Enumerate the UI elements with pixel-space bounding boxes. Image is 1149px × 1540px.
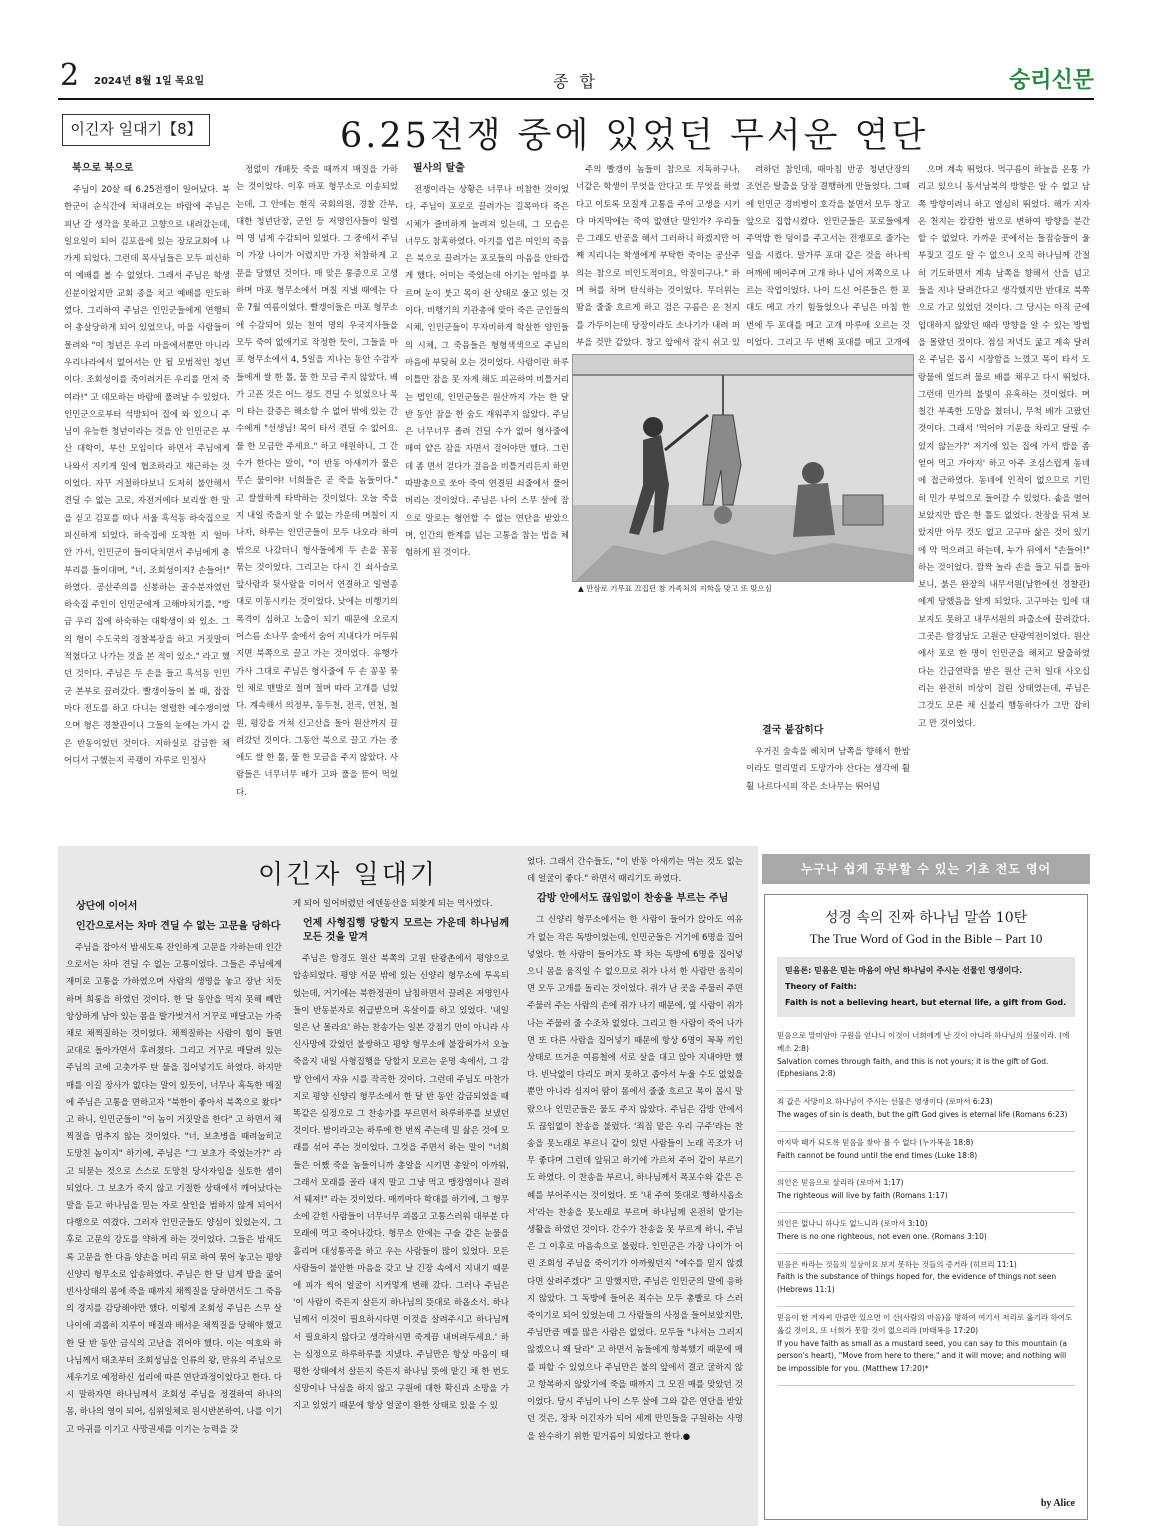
verse-korean: 믿음으로 말미암아 구원을 얻나니 이것이 너희에게 난 것이 아니라 하나님의 선물이라. (에베소 2:8) xyxy=(777,1031,1070,1053)
verse-english: Salvation comes through faith, and this is not yours; it is the gift of God. (Ephesians 2:8) xyxy=(777,1056,1049,1079)
verse-korean: 의인은 믿음으로 살리라 (로마서 1:17) xyxy=(777,1178,904,1188)
verse-item xyxy=(777,1307,1075,1386)
memoir-column-3 xyxy=(527,854,743,1518)
memoir-title: 이긴자 일대기 xyxy=(258,860,438,890)
verse-english: The righteous will live by faith (Romans 1:17) xyxy=(777,1191,948,1201)
subheading: 감방 안에서도 끊임없이 찬송을 부르는 주님 xyxy=(537,893,729,905)
column-text: 그 신양리 형무소에서는 한 사람이 들어가 앉아도 여유가 없는 작은 독방이었는데, 인민군들은 거기에 6명을 집어넣었다. 한 사람이 들어가도 꽉 차는 독방에 6명을 집어넣으니 몸을 움직일 수 없으므로 쥐가 나서 한 사람만 움직이면 모두 고개를 돌리는 것이었다. 쥐가 난 곳을 주물러 주면 주물러 주는 사람의 손에 쥐가 나기 때문에, 옆 사람이 쥐가 나는 주물러 줄 수조차 없었다. 그리고 한 사람이 죽어 나가면 또 다른 사람을 집어넣기 때문에 항상 6명이 꼭꼭 끼인 상태로 뜨거운 여름철에 서로 살을 대고 앉아 지내야만 했다. 빈낙없이 다리도 펴지 못하고 좁아서 누울 수도 없었을 뿐만 아니라 심지어 땀이 몸에서 줄줄 흐르고 목이 몹시 말랐으나 인민군들은 물도 주지 않았다. 주님은 감방 안에서도 끊임없이 찬송을 불렀다. '죄짐 맡은 우리 구주'라는 찬송을 못노래로 부르니 같이 있던 사람들이 노래 곡조가 너무 좋다며 그런데 앞뒤고 하기에 가르쳐 주어 같이 부르기도 하였다. 이 찬송을 부르니, 하나님께서 폭포수와 같은 은혜를 부어주시는 것이었다. 또 '내 주여 뜻대로 행하시옵소서'라는 찬송을 못노래로 부르며 하나님께 온전히 맡기는 생활을 하였던 것이다. 간수가 찬송을 못 부르게 하니, 주님은 그 이후로 마음속으로 불렀다. 인민군은 가장 나이가 어린 조회성 주님을 죽이기가 아까웠던지 "예수를 믿지 않겠다면 살려주겠다" 고 말했지만, 주님은 인민군의 말에 응하지 않았다. 그 독방에 들어온 죄수는 모두 총빨로 다 스러 죽이기로 되어 있었는데 그 사람들의 사정을 들어보았지만, 주님만큼 매를 많은 사람은 없었다. 모두들 "나서는 그러지 않겠으니 왜 달라" 고 하면서 놈들에게 항복했기 때문에 매를 피할 수 있었으나 주님만은 불의 앞에서 결코 굴하지 않고 항복하지 않았기에 죽을 때까지 그 모진 매를 맞았던 것이었다. 당시 주님이 나이 스무 살에 그와 같은 연단을 받았던 것은, 장차 이긴자가 되어 세계 만민들을 구원하는 사명을 완수하기 위한 밑거름이 되었다고 한다.● xyxy=(527,915,743,1442)
memoir-column-1 xyxy=(66,896,282,1518)
subheading: 필사의 탈출 xyxy=(413,163,465,174)
article-column-1 xyxy=(64,162,230,844)
verse-english: Faith is the substance of things hoped for, the evidence of things not seen (Hebrews 11:1) xyxy=(777,1272,1057,1295)
article-headline: 6.25전쟁 중에 있었던 무서운 연단 xyxy=(340,116,929,156)
issue-date: 2024년 8월 1일 목요일 xyxy=(94,76,205,87)
verse-item xyxy=(777,1025,1075,1091)
verse-item xyxy=(777,1254,1075,1307)
theme-english-label: Theory of Faith: xyxy=(785,982,857,991)
subheading: 결국 붙잡히다 xyxy=(762,725,824,736)
verse-item xyxy=(777,1132,1075,1173)
torture-scene-illustration xyxy=(573,355,914,582)
verse-korean: 믿음은 바라는 것들의 실상이요 보지 못하는 것들의 증거라 (히브리 11:1) xyxy=(777,1259,1017,1269)
verse-korean: 의인은 없나니 하나도 없느니라 (로마서 3:10) xyxy=(777,1218,928,1228)
page-header xyxy=(58,58,1094,100)
subheading: 언제 사형집행 당할지 모르는 가운데 하나님께 모든 것을 맡겨 xyxy=(303,918,509,944)
lesson-title-korean: 성경 속의 진짜 하나님 말씀 10탄 xyxy=(824,910,1028,926)
subheading: 북으로 북으로 xyxy=(72,163,134,174)
verse-item xyxy=(777,1172,1075,1213)
header-rule xyxy=(58,98,1094,100)
column-text: 주의 빨갱이 놈들이 참으로 지독하구나. 너같은 학생이 무엇을 안다고 또 무엇을 하였다고 이토록 모질게 고통을 주어 고생을 시키다 마지막에는 죽여 없앤단 말인가? 우리들은 그래도 반공을 해서 그러하니 하겠지만 어째 지리니는 학생에게 부탁한 죽이는 공산주의는 참으로 비인도적이요, 악질이구나." 하며 혀를 차며 탄식하는 것이었다. 무더위는 땀을 줄줄 흐르게 하고 검은 구름은 온 천지를 가두이는데 당장이라도 소나기가 내려 퍼부을 것만 같았다. 창고 앞에서 잠시 쉬고 있 xyxy=(576,165,740,348)
column-text: 우거진 숲속을 헤치며 남쪽을 향해서 한밤이라도 멀리멀리 도망가야 산다는 생각에 훨훨 나르다시피 작은 소나무는 뛰어넘 xyxy=(746,747,910,792)
english-lesson-box xyxy=(764,894,1088,1520)
subheading: 인간으로서는 차마 견딜 수 없는 고문을 당하다 xyxy=(76,921,281,932)
verse-english: If you have faith as small as a mustard seed, you can say to this mountain (a person's heart), "Move from here to there," and it will move; and nothing will be impossible for you. (Matthew 17:20)* xyxy=(777,1338,1067,1374)
verse-english: Faith cannot be found until the end times (Luke 18:8) xyxy=(777,1150,978,1160)
verse-english: There is no one righteous, not even one. (Romans 3:10) xyxy=(777,1231,987,1241)
page-number: 2 xyxy=(60,58,80,93)
verse-english: The wages of sin is death, but the gift God gives is eternal life (Romans 6:23) xyxy=(777,1109,1068,1119)
column-text: 으며 계속 뛰었다. 먹구름이 하늘을 온통 가리고 있으니 동서남북의 방향은 알 수 없고 남쪽 방향이려니 하고 열심히 뛰었다. 해가 지자 온 천지는 캄캄한 밤으로 변하여 방향을 분간할 수 없었다. 가까운 곳에서는 들짐승들이 울부짖고 길도 알 수 없으니 오직 하나님께 간절히 기도하면서 계속 남쪽을 향해서 산을 넘고 들을 지나 달려간다고 생각했지만 반대로 북쪽으로 가고 있었던 것이다. 그 당시는 아직 군에 입대하지 않았던 때라 방향을 알 수 있는 방법을 몰랐던 것이다. 점심 저녁도 굶고 계속 달려온 주님은 몹시 시장함을 느꼈고 목이 타서 도랑물에 엎드려 물로 배를 채우고 다시 뛰었다. 그런데 민가의 불빛이 유혹하는 것이었다. 며칠간 부족한 도망을 쳤더니, 무척 배가 고팠던 것이다. 그래서 '먹어야 기운을 차리고 달릴 수 있지 않는가?' 저기에 있는 집에 가서 밥을 좀 얻어 먹고 가야지' 하고 아주 조심스럽게 동네에 접근하였다. 동네에 인적이 없으므로 기민히 민가 부엌으로 들어갈 수 있었다. 솥을 열어 보았지만 밥은 한 톨도 없었다. 찬장을 뒤져 보았지만 아무 것도 없고 고구마 삶은 것이 있기에 막 먹으려고 하는데, 누가 뒤에서 "손들어!" 하는 것이었다. 깜짝 놀라 손을 들고 뒤를 돌아보니, 붉은 완장의 내무서원(남한에선 경찰관)에게 당했음을 알게 되었다. 고구마는 입에 대보지도 못하고 내무서원의 파출소에 끌려갔다. 그곳은 함경남도 고원군 탄광역전이었다. 원산에서 포로 한 명이 인민군을 해치고 탈출하였다는 긴급연락을 받은 원산 근처 일대 사오십 리는 완전히 비상이 걸린 상태였는데, 주님은 그것도 모른 채 신불리 행동하다가 그만 잡히고 만 것이었다. xyxy=(918,165,1090,729)
theme-korean: 믿음론: 믿음은 믿는 마음이 아닌 하나님이 주시는 선물인 영생이다. xyxy=(785,966,1023,975)
column-text: 주님이 20살 때 6.25전쟁이 일어났다. 북한군이 순식간에 쳐내려오는 바람에 주님은 피난 갈 생각을 못하고 고향으로 내려갔는데, 일요일이 되어 김포읍에 있는 장로교회에 나가게 되었다. 그런데 목사님들은 모두 피신하여 예배를 볼 수 없었다. 그래서 주님은 학생 신분이었지만 교회 종을 치고 예배를 인도하였다. 그리하여 주님은 인민군들에게 연행되어 총살당하게 되어 있었으나, 마을 사람들이 몰려와 "이 청년은 우리 마을에서뿐만 아니라 우리나라에서 없어서는 안 될 모범적인 청년이다. 조회성이를 죽이려거든 우리를 먼저 죽여라!" 고 데모하는 바람에 풀려날 수 있었다. 인민군으로부터 석방되어 집에 와 있으니 주님이 유능한 청년이라는 것을 안 인민군은 부산 대학이, 부산 모임이다 하면서 주님에게 나와서 지키게 일에 협조하라고 재근하는 것이었다. 자꾸 거절하다보니 도저히 불안해서 견딜 수 없는 고로, 자전거에다 보리쌀 한 말을 싣고 김포를 떠나 서울 흑석동 하숙집으로 피신하게 되었다. 하숙집에 도착한 지 얼마 안 가서, 인민군이 들이닥치면서 주님에게 총부리를 들이대며, "너, 조회성이지? 손들어!" 하였다. 공산주의를 신봉하는 골수분자였던 하숙집 주인이 인민군에게 고해바치기를, "방금 우리 집에 하숙하는 대학생이 와 있소. 그의 형이 수도국의 경찰복장을 하고 거짓말이 적혔다고 나가는 것을 본 적이 있소." 라고 했던 것이다. 주님은 두 손을 들고 흑석동 인민군 본부로 끌려갔다. 빨갱이들이 볼 때, 잡잡마다 전도를 하고 다니는 열렬한 예수쟁이였으며 형은 경찰관이니 그들의 눈에는 가시 같은 반동이었던 것이다. 지하실로 감금한 채 어디서 구했는지 곡괭이 자루로 인정사 xyxy=(64,185,230,766)
article-column-3 xyxy=(405,162,569,844)
column-text: 주님은 함경도 원산 북쪽의 고원 탄광촌에서 평양으로 압송되었다. 평양 서문 밖에 있는 신양리 형무소에 투옥되었는데, 거기에는 북한정권이 남침하면서 끌려온 저명인사들이 반동분자로 취급받으며 옥살이를 하고 있었다. '내일 일은 난 몰라요' 하는 찬송가는 일본 강점기 만이 아니라 사신사망에 갔었던 불쌍하고 평양 형무소에 불잡혀가서 오늘 죽을지 내일 사형집행을 당할지 모르는 운명 속에서, 그 감방 안에서 자유 시를 작곡한 것이다. 그런데 주님도 마찬가지로 평양 신양리 형무소에서 한 달 반 동안 감금되었을 때 똑같은 심정으로 그 찬송가를 부르면서 하루하루를 보냈던 것이다. 밤이라고는 하루에 한 번씩 주는데 밀 삶은 것에 모래를 섞어 주는 것이었다. 그것을 주면서 하는 말이 "너희들은 어쨌 죽을 놈들이니까 총알을 시키면 총알이 아까워, 그래서 모래를 골라 내지 말고 그냥 먹고 맹장염이나 걸려서 뒈져!" 라는 것이었다. 매끼마다 학대를 하기에, 그 형무소에 갇힌 사람들이 너무너무 괴롭고 고통스러워 대부분 다 모래에 먹고 죽어나갔다. 형무소 안에는 구술 같은 눈물을 흘리며 대성통곡을 하고 우는 사람들이 많이 있었다. 모든 사람들이 불안한 마음을 갖고 날 긴장 속에서 지내기 때문에 피가 씩어 얼굴이 시커멓게 변해 갔다. 그러나 주님은 '이 사람이 죽든지 살든지 하나님의 뜻대로 하옵소서. 하나님께서 이것이 필요하시다면 이것을 살려주시고 하나님께서 필요하지 않다고 생각하시면 죽게끔 내버려두세요.' 하는 심정으로 하루하루를 지냈다. 주님만은 항상 마음이 태평한 상태에서 살든지 죽든지 하나님 뜻에 맡긴 채 한 번도 실망이나 낙심을 하지 않고 구원에 대한 확신과 소망을 가지고 있었기 때문에 항상 얼굴이 환한 상태로 있을 수 있 xyxy=(293,954,509,1412)
verse-korean: 마지막 때가 되도록 믿음을 찾아 볼 수 없다 (누가복음 18:8) xyxy=(777,1137,974,1147)
verse-korean: 죄 값은 사망이요 하나님이 주시는 선물은 영생이다 (로마서 6:23) xyxy=(777,1097,993,1107)
column-lead: 었다. 그래서 간수들도, "이 반동 아새끼는 먹는 것도 없는데 얼굴이 좋다." 하면서 때리기도 하였다. xyxy=(527,857,743,885)
section-name: 종 합 xyxy=(553,72,598,91)
photo-caption: ▲ 만삼로 기무표 끄집던 참 가족처의 지학을 맞고 또 맞으심 xyxy=(578,584,772,593)
memoir-section xyxy=(58,846,1094,1526)
verse-item xyxy=(777,1091,1075,1132)
article-column-5b xyxy=(746,724,910,844)
newspaper-logo: 숭리신문 xyxy=(1008,68,1094,93)
column-lead: 게 되어 일어버렸던 에덴동산을 되찾게 되는 역사였다. xyxy=(293,899,493,909)
illustration-photo xyxy=(572,354,914,582)
verse-item xyxy=(777,1213,1075,1254)
verse-korean: 믿음이 한 겨자씨 만큼만 있으면 이 산(사람의 마음)을 명하여 여기서 저리로 옮기라 하여도 옮길 것이요, 또 너희가 못할 것이 없으리라 (마태복음 17:20) xyxy=(777,1312,1073,1335)
column-text: 정없이 개패듯 죽을 때까지 매질을 가하는 것이었다. 이후 마포 형무소로 이송되었는데, 그 안에는 현직 국회의원, 경찰 간부, 대한 청년단장, 군인 등 저명인사들이 일렬여 명 넘게 수감되어 있었다. 그 중에서 주님이 가장 나이가 어렸지만 가장 처참하게 고문을 당했던 것이다. 매 맞은 통증으로 고생하며 마포 형무소에서 며칠 지낼 때에는 다운 7월 여름이었다. 빨갱이들은 마포 형무소에 수감되어 있는 천여 명의 우국지사들을 모두 죽여 없애기로 작정한 듯이, 그들을 마포 형무소에서 4, 5일을 지나는 동안 수감자들에게 쌀 한 톨, 물 한 모금 주지 않았다. 배가 고픈 것은 어느 정도 견딜 수 있었으나 목이 타는 갈증은 해소할 수 없어 밖에 있는 간수에게 "선생님! 목이 타서 견딜 수 없어요. 물 한 모금만 주세요." 하고 애원하니, 그 간수가 한다는 말이, "이 반동 아새끼가 물은 무슨 물이야! 너희들은 곧 죽을 놈들이다." 고 쌀쌀하게 타박하는 것이었다. 오늘 죽을지 내일 죽을지 알 수 없는 가운데 며칠이 지나자, 하루는 인민군들이 모두 나오라 하여 밖으로 나갔더니 형사들에게 두 손을 꽁꽁 묶는 것이었다. 그리고는 다시 긴 쇠사슬로 앞사람과 뒷사람을 이어서 연결하고 일렬종대로 이동시키는 것이었다. 낮에는 비행기의 폭격이 심하고 노출이 되기 때문에 오로지 어스름 소나무 숲에서 숨어 지내다가 어두워지면 북쪽으로 끌고 가는 것이었다. 유행가 가사 그대로 주님은 형사줄에 두 손 꽁꽁 묶인 채로 맨발로 절며 절며 따라 고개를 넘었다. 계속해서 의정부, 동두천, 전곡, 연천, 철원, 평강을 거쳐 신고산을 돌아 원산까지 끌려갔던 것이다. 그동안 북으로 끌고 가는 중에도 쌀 한 톨, 물 한 모금을 주지 않았다. 사람들은 너무너무 배가 고파 풀을 뜯어 먹었다. xyxy=(236,165,398,798)
english-lesson-tab: 누구나 쉽게 공부할 수 있는 기초 전도 영어 xyxy=(762,854,1090,884)
memoir-column-2 xyxy=(293,896,509,1518)
column-text: 려하던 참인데, 때마침 반공 청년단장의 조언은 탈출을 당장 결행하게 만들었다. 그때에 인민군 경비병이 호각을 불면서 모두 창고 앞으로 집합시켰다. 인민군들은 포로들에게 주먹밥 한 덩이를 주고서는 전쟁포로 줄가는 일을 시켰다. 말가루 포대 같은 것을 하나씩 어깨에 메어주며 고개 하나 넘어 저쪽으로 나르는 작업이었다. 나이 드신 어른들은 한 포대도 메고 가기 힘들었으나 주님은 마침 한 번에 두 포대를 메고 고개 마루에 오르는 것이었다. 그리고 두 번째 포대를 메고 고개에 xyxy=(746,165,910,348)
article-column-2 xyxy=(236,162,398,844)
column-text: 전쟁이라는 상황은 너무나 비참한 것이었다. 주님이 포로로 끌려가는 길목마다 죽은 시체가 즐비하게 늘려져 있는데, 그 모습은 너무도 참혹하였다. 아기를 업은 여인의 죽음은 북으로 끌려가는 포로들의 마음을 안타깝게 했다. 어미는 죽었는데 아기는 엄마를 부르며 눈이 붓고 목이 쉰 상태로 울고 있는 것이다. 비행기의 기관총에 맞아 죽은 군인들의 시체, 인민군들이 무자비하게 학살한 양민들의 시체, 그 죽음들은 형형색색으로 주님의 마음에 부딪혀 오는 것이었다. 사람이란 하루 이틀만 잠을 못 자게 해도 피곤하여 비틀거리는 법인데, 인민군들은 원산까지 가는 한 달 반 동안 잠을 한 숨도 재워주지 않았다. 주님은 너무너무 졸려 견딜 수가 없어 형사줄에 매여 얕은 잠을 자면서 걸어야만 했다. 그런데 좀 면서 걷다가 걸음을 비틀거리든지 하면 따발총으로 쏘아 죽여 연결된 쇠줄에서 풀어버리는 것이었다. 주님은 나이 스무 살에 잠으로 말로는 형언할 수 없는 연단을 받았으며, 인간의 한계를 넘는 고통을 참는 법을 체험하게 된 것이다. xyxy=(405,185,569,559)
theme-box xyxy=(777,957,1075,1017)
lesson-title-english: The True Word of God in the Bible – Part 10 xyxy=(809,931,1043,946)
continued-label: 상단에 이어서 xyxy=(76,901,138,912)
author-byline: by Alice xyxy=(1040,1498,1075,1509)
article-column-6 xyxy=(918,162,1090,844)
serial-label: 이긴자 일대기【8】 xyxy=(62,114,210,146)
theme-english: Faith is not a believing heart, but eternal life, a gift from God. xyxy=(785,998,1067,1007)
english-lesson-panel xyxy=(758,846,1094,1526)
column-text: 주님을 잡아서 밤새도록 잔인하게 고문을 가하는데 인간으로서는 차마 견딜 수 없는 고통이었다. 그들은 주님에게 재미로 고통을 가하였으며 사람의 생명을 놓고 장난 치듯 하며 희롱을 하였던 것이다. 한 달 동안을 먹지 못해 빼만 앙상하게 남아 있는 몸을 발가벗겨서 거꾸로 매달고는 가죽채로 채찍질하는 것이었다. 채찍질하는 사람이 힘이 들면 교대로 돌아가면서 후려쳤다. 그리고 거꾸로 매달려 있는 주님의 코에 고춧가루 탄 물을 집어넣기도 하였다. 하지만 매를 이길 장사가 없다는 말이 있듯이, 너무나 혹독한 매질에 주님은 고통을 면하고자 "북한이 좋아서 북쪽으로 왔다" 고 하니, 인민군들이 "이 놈이 거짓말을 한다" 고 하면서 채찍질을 멈추지 않는 것이었다. "너, 보초병을 때려눕히고 도망친 놈이지" 하기에, 주님은 "그 보초가 죽었는가?" 라고 되묻는 것으로 스스로 도망친 당사자임을 실토한 셈이 되었다. 그 보초가 죽지 않고 기절한 상태에서 깨어났다는 말을 듣고 하나님을 믿는 자로 살인을 범하지 않게 되어서 다행으로 여겼다. 그러자 인민군들도 양심이 있었는지, 그 후로 고문의 강도를 약하게 하는 것이었다. 그들은 밤새도록 고문을 한 다음 양손을 머리 뒤로 하여 묶어 놓고는 평양 신양리 형무소로 압송하였다. 주님은 한 달 넘게 밥을 굶어 빈사상태의 몸에 죽을 때까지 채찍질을 당하면서도 그 죽음의 경지를 감당해야만 했다. 이렇게 조회성 주님은 스무 살 나이에 괴롭히 지루이 매질과 배서운 채찍질을 당해야 했고 한 달 반 동안 금식의 고난을 겪어야 했다. 이는 여호와 하나님께서 태초부터 조회성님을 인류의 왕, 만유의 주님으로 세우기로 예정하신 섭리에 따른 연단과정이었다고 한다. 다시 말하자면 하나님께서 조회성 주님을 정결하여 하나의 몸, 하나의 영이 되어, 심위일체로 원시반본하여, 나를 이기고 마귀를 이기고 사망권세를 이기는 능력을 갖 xyxy=(66,943,282,1435)
